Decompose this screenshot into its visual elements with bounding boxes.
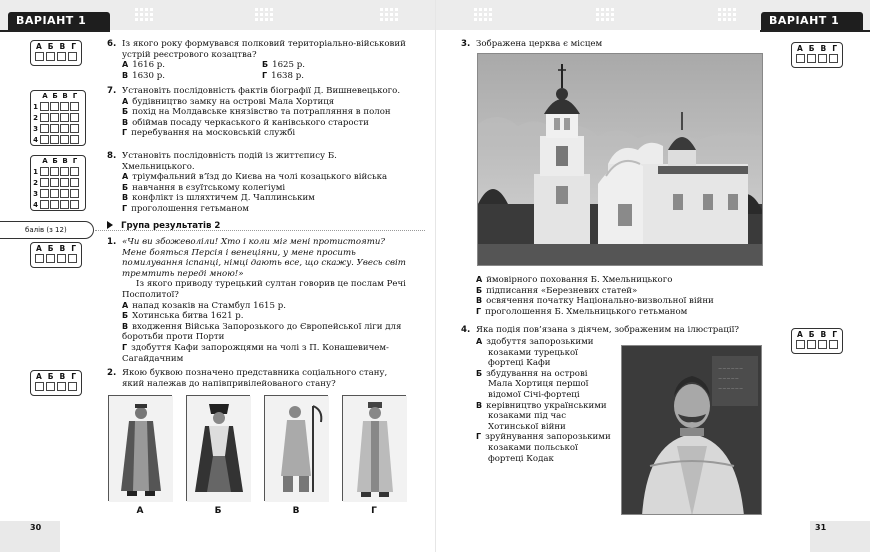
svg-text:~~~~~~: ~~~~~~ (718, 366, 744, 372)
question-3-options (461, 275, 761, 317)
question-6: 6. Із якого року формувався полковий територіально-військовий устрій реєстрового козацтва? А 1616 р. Б 1625 р. В 1630 р. Г 1638 р. (107, 39, 412, 81)
answer-box-q1[interactable]: А Б В Г (30, 242, 82, 268)
option-b: Б навчання в єзуїтському колегіумі (122, 182, 286, 193)
question-4: 4. Яка подія пов’язана з діячем, зображеним на ілюстрації? (461, 325, 771, 336)
option-c: В обіймав посаду черкаського й канівського старости (122, 117, 369, 128)
option-a: А ймовірного поховання Б. Хмельницького (476, 275, 673, 285)
option-d: Г здобуття Кафи запорожцями на чолі з П. Конашевичем-Сагайдачним (122, 342, 389, 364)
answer-box-q4[interactable]: А Б В Г (791, 328, 843, 354)
figure-caption-b: Б (214, 506, 222, 516)
quote-text: «Чи ви збожеволіли! Хто і коли міг мені протистояти? Мене бояться Персія і венеціяни, у мене просить помилування іспанці, німці дають все, що скажу. Увесь світ тремтить переді мною!» (122, 237, 406, 279)
svg-text:~~~~~~: ~~~~~~ (718, 386, 744, 392)
decor-dots (474, 8, 492, 21)
question-3: 3. Зображена церква є місцем (461, 39, 761, 50)
question-text: Якою буквою позначено представника соціального стану, який належав до напівпривілейованого стану? (122, 368, 388, 389)
question-text: Із якого року формувався полковий територіально-військовий устрій реєстрового козацтва? (122, 39, 406, 60)
option-c: В конфлікт із шляхтичем Д. Чаплинським (122, 193, 315, 204)
option-d: Г 1638 р. (262, 70, 304, 81)
page-number: 31 (810, 521, 870, 552)
figure-b (186, 395, 250, 501)
option-d: Г зруйнування запорозькими козаками польської фортеці Кодак (476, 432, 611, 464)
option-a: А здобуття запорозькими козаками турецької фортеці Кафи (476, 337, 594, 369)
header-rule (760, 30, 870, 32)
option-d: Г проголошення гетьманом (122, 203, 249, 214)
figure-a (108, 395, 172, 501)
option-b: Б похід на Молдавське князівство та потрапляння в полон (122, 107, 391, 118)
decor-dots (718, 8, 736, 21)
variant-label: ВАРІАНТ 1 (8, 12, 110, 30)
group-title: Група результатів 2 (107, 221, 220, 231)
question-text: Яка подія пов’язана з діячем, зображеним на ілюстрації? (476, 325, 739, 335)
answer-box-q2[interactable]: А Б В Г (30, 370, 82, 396)
header-rule (0, 30, 110, 32)
option-a: А тріумфальний в’їзд до Києва на чолі козацького війська (122, 172, 388, 183)
option-d: Г проголошення Б. Хмельницького гетьманом (476, 306, 688, 317)
question-text: Установіть послідовність фактів біографії Д. Вишневецького. (122, 86, 401, 96)
option-a: А 1616 р. (122, 60, 166, 71)
triangle-icon (107, 221, 113, 229)
figure-caption-c: В (292, 506, 300, 516)
score-field[interactable]: балів (з 12) (0, 221, 94, 239)
right-page (435, 0, 870, 552)
option-a: А будівництво замку на острові Мала Хортиця (122, 96, 335, 107)
option-c: В 1630 р. (122, 70, 165, 81)
question-text: Із якого приводу турецький султан говорив це послам Речі Посполитої? (122, 279, 406, 300)
option-c: В керівництво українськими козаками під час Хотинської війни (476, 400, 607, 432)
question-text: Установіть послідовність подій із життєпису Б. Хмельницького. (122, 151, 337, 172)
decor-dots (255, 8, 273, 21)
option-b: Б підписання «Березневих статей» (476, 285, 638, 296)
decor-dots (135, 8, 153, 21)
question-4-options (461, 337, 611, 464)
page-number: 30 (0, 521, 60, 552)
question-8: 8. Установіть послідовність подій із життєпису Б. Хмельницького. А тріумфальний в’їзд до Києва на чолі козацького війська Б навчання в єзуїтському колегіумі В конфлікт із шляхтичем Д. Чаплинським Г проголошення гетьманом (107, 151, 412, 215)
question-2: 2. Якою буквою позначено представника соціального стану, який належав до напівпривілейованого стану? (107, 368, 412, 389)
question-1: 1. «Чи ви збожеволіли! Хто і коли міг мені протистояти? Мене бояться Персія і венеціяни, у мене просить помилування іспанці, німці дають все, що скажу. Увесь світ тремтить переді мною!» Із якого приводу турецький султан говорив це послам Речі Посполитої? А напад козаків на Стамбул 1615 р. Б Хотинська битва 1621 р. В входження Війська Запорозького до Європейської ліги для боротьби проти Порти Г здобуття Кафи запорожцями на чолі з П. Конашевичем-Сагайдачним (107, 237, 412, 364)
answer-grid-q8[interactable]: А Б В Г 1 2 3 4 (30, 155, 86, 211)
question-7: 7. Установіть послідовність фактів біографії Д. Вишневецького. А будівництво замку на острові Мала Хортиця Б похід на Молдавське князівство та потрапляння в полон В обіймав посаду черкаського й канівського старости Г перебування на московській службі (107, 86, 412, 139)
portrait-image (621, 345, 762, 515)
option-d: Г перебування на московській службі (122, 128, 296, 139)
option-c: В входження Війська Запорозького до Європейської ліги для боротьби проти Порти (122, 321, 402, 343)
answer-box-q6[interactable]: А Б В Г (30, 40, 82, 66)
option-c: В освячення початку Національно-визвольної війни (476, 296, 714, 307)
option-b: Б Хотинська битва 1621 р. (122, 311, 244, 322)
answer-grid-q7[interactable]: А Б В Г 1 2 3 4 (30, 90, 86, 146)
decor-dots (596, 8, 614, 21)
option-b: Б 1625 р. (262, 60, 305, 71)
option-b: Б збудування на острові Мала Хортиця першої відомої Січі-фортеці (476, 368, 589, 400)
figure-d (342, 395, 406, 501)
figure-c (264, 395, 328, 501)
variant-label: ВАРІАНТ 1 (761, 12, 863, 30)
option-a: А напад козаків на Стамбул 1615 р. (122, 300, 286, 311)
svg-text:~~~~~: ~~~~~ (718, 376, 739, 382)
question-text: Зображена церква є місцем (476, 39, 603, 49)
answer-box-q3[interactable]: А Б В Г (791, 42, 843, 68)
decor-dots (380, 8, 398, 21)
figure-caption-a: А (136, 506, 144, 516)
church-photo (477, 53, 763, 266)
figure-caption-d: Г (371, 506, 377, 516)
